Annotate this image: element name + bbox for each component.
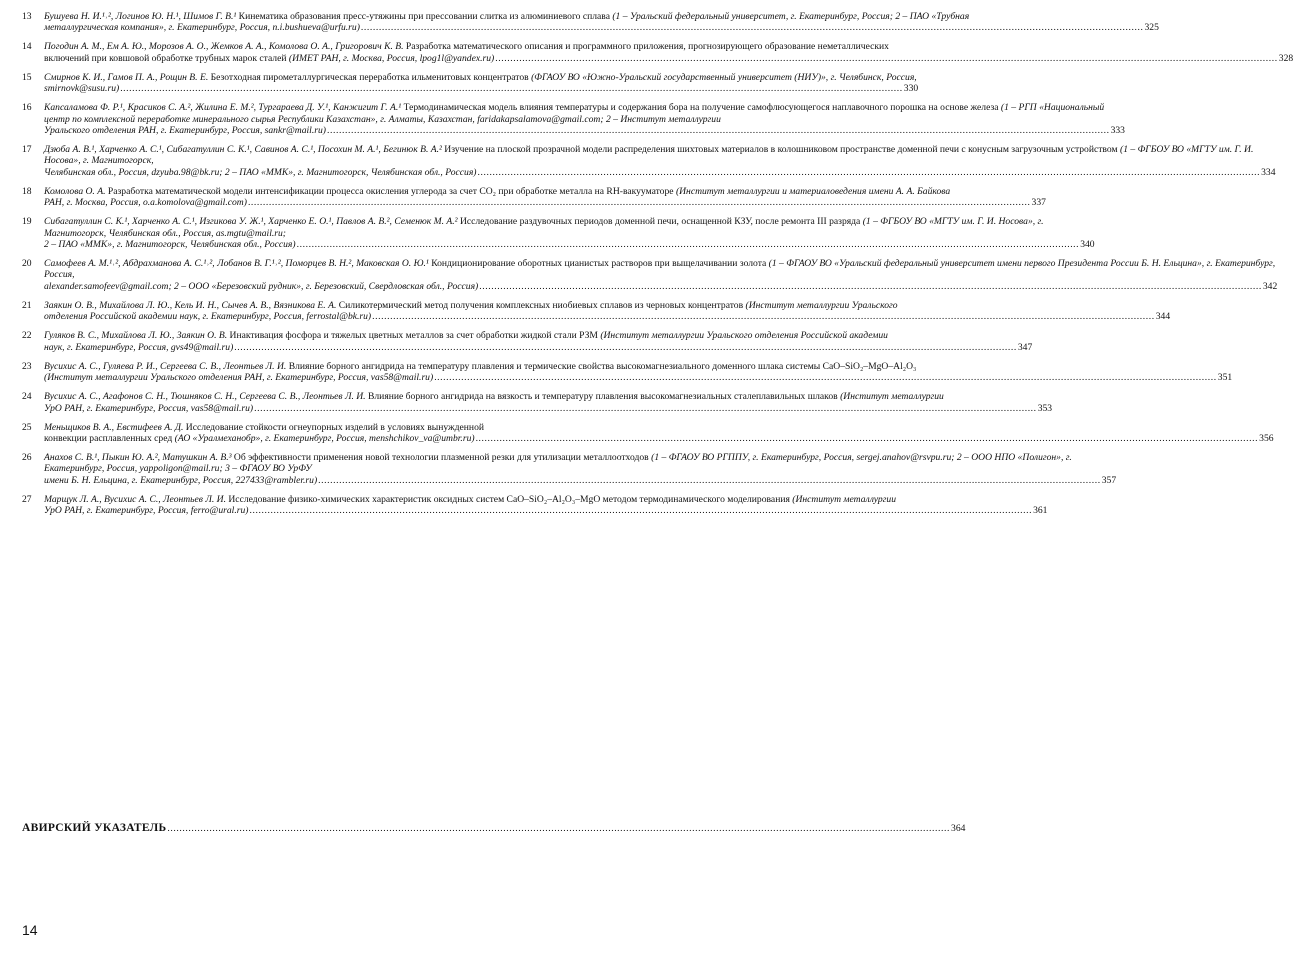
entry-last-line [44,433,1274,444]
entry-affiliation: (1 – ФГАОУ ВО РГППУ, г. Екатеринбург, Россия, sergej.anahov@rsvpu.ru; 2 – ООО НПО «Полигон», г. Екатеринбург, Россия, yappoligon@mail.ru; 3 – ФГАОУ ВО УрФУ [44,451,1072,475]
entry-text [44,11,1159,22]
entry-affiliation-tail: конвекции расплавленных сред (АО «Уралмеханобр», г. Екатеринбург, Россия, menshchikov_va@umbr.ru) [44,432,475,444]
toc-entry[interactable] [22,258,1278,292]
entry-page: 334 [1261,166,1276,178]
entry-affiliation-tail: Челябинская обл., Россия, dzyuba.98@bk.ru; 2 – ПАО «ММК», г. Магнитогорск, Челябинская обл., Россия) [44,166,477,178]
entry-authors: Комолова О. А. [44,185,106,197]
table-of-contents [22,11,1293,524]
dot-leader [478,167,1261,178]
entry-text [44,72,918,83]
toc-entry[interactable] [22,41,1293,64]
entry-page: 353 [1037,402,1053,414]
entry-body [44,452,1116,486]
entry-authors: Меньщиков В. А., Евстифеев А. Д. [44,421,184,433]
entry-title: Термодинамическая модель влияния температуры и содержания бора на получение самофлюсующегося наплавочного порошка на основе железа [401,102,1001,114]
entry-affiliation: (ФГАОУ ВО «Южно-Уральский государственный университет (НИУ)», г. Челябинск, Россия, [531,71,917,83]
entry-page: 356 [1259,432,1274,444]
entry-authors: Капсаламова Ф. Р.¹, Красиков С. А.², Жилина Е. М.², Тургараева Д. У.¹, Канжигит Г. А.¹ [44,102,402,114]
toc-entry[interactable] [22,144,1276,178]
entry-number: 26 [22,451,32,463]
entry-authors: Вусихис А. С., Агафонов С. Н., Тюшняков С. Н., Сергеева С. В., Леонтьев Л. И. [44,391,366,403]
entry-affiliation: (Институт металлургии и материаловедения имени А. А. Байкова [675,185,951,197]
dot-leader [372,311,1155,322]
entry-affiliation: (1 – Уральский федеральный университет, г. Екатеринбург, Россия; 2 – ПАО «Трубная [612,11,970,22]
dot-leader [327,125,1110,136]
entry-last-line [44,197,1046,208]
entry-number: 16 [22,102,32,114]
entry-text [44,452,1116,475]
toc-entry[interactable] [22,11,1159,34]
entry-affiliation-tail: имени Б. Н. Ельцина, г. Екатеринбург, Россия, 227433@rambler.ru) [44,474,318,486]
entry-affiliation-tail: отделения Российской академии наук, г. Екатеринбург, Россия, ferrostal@bk.ru) [44,311,372,323]
entry-affiliation-tail: наук, г. Екатеринбург, Россия, gvs49@mail.ru) [44,341,234,353]
entry-body [44,391,1052,414]
entry-page: 328 [1278,52,1293,64]
dot-leader [254,403,1037,414]
entry-affiliation-tail: alexander.samofeev@gmail.com; 2 – ООО «Березовский рудник», г. Березовский, Свердловская обл., Россия) [44,280,479,292]
entry-body [44,144,1275,178]
entry-page: 357 [1101,474,1117,486]
entry-number: 24 [22,391,32,403]
entry-affiliation: (1 – ФГБОУ ВО «МГТУ им. Г. И. Носова», г. Магнитогорск, [44,144,1254,167]
entry-affiliation: (Институт металлургии Уральского отделения Российской академии [600,330,888,342]
entry-affiliation: (1 – ФГБОУ ВО «МГТУ им. Г. И. Носова», г. Магнитогорск, Челябинская обл., Россия, as.mgtu@mail.ru; [44,216,1044,239]
entry-number: 21 [22,299,32,311]
entry-title: Влияние борного ангидрида на температуру плавления и термические свойства высокомагнезиального доменного шлака системы CaO–SiO₂–MgO–Al₂O₃ [286,360,917,372]
toc-entry[interactable] [22,421,1274,445]
entry-body [44,102,1125,136]
entry-authors: Дзюба А. В.¹, Харченко А. С.¹, Сибагатуллин С. К.¹, Савинов А. С.¹, Посохин М. А.¹, Бегинюк В. А.² [44,144,442,156]
entry-body [44,258,1277,292]
toc-entry[interactable] [22,102,1125,137]
entry-last-line [44,281,1277,292]
dot-leader [234,342,1017,353]
entry-affiliation: (Институт металлургии Уральского [745,299,898,311]
entry-text [44,330,1032,341]
entry-title: Кондиционирование оборотных цианистых растворов при выщелачивании золота [428,258,769,270]
entry-title: Исследование физико-химических характеристик оксидных систем CaO–SiO₂–Al₂O₃–MgO методом термодинамического моделирования [225,493,793,505]
entry-body [44,422,1274,445]
entry-affiliation-tail: включений при ковшовой обработке трубных марок сталей (ИМЕТ РАН, г. Москва, Россия, lpog1l@yandex.ru) [44,52,495,64]
entry-body [44,72,918,95]
entry-affiliation-tail: металлургическая компания», г. Екатеринбург, Россия, n.i.bushueva@urfu.ru) [44,22,360,34]
entry-number: 25 [22,421,32,433]
page-number: 14 [22,922,38,938]
entry-body [44,330,1032,353]
entry-page: 330 [903,83,919,95]
entry-page: 337 [1031,197,1046,209]
entry-authors: Погодин А. М., Ем А. Ю., Морозов А. О., Жемков А. А., Комолова О. А., Григорович К. В. [44,41,404,53]
entry-text [44,391,1052,402]
entry-authors: Самофеев А. М.¹˒², Абдрахманова А. С.¹˒², Лобанов В. Г.¹˒², Поморцев В. Н.², Маковская О. Ю.¹ [44,258,429,270]
entry-page: 325 [1144,22,1159,34]
toc-entry[interactable] [22,216,1095,251]
entry-text [44,216,1095,239]
dot-leader [361,22,1144,33]
entry-text [44,186,1046,197]
entry-number: 14 [22,41,32,53]
entry-title: Изучение на плоской прозрачной модели распределения шихтовых материалов в колошниковом пространстве доменной печи с конусным загрузочным устройством [441,144,1120,156]
entry-body [44,361,1232,384]
entry-text [44,144,1275,167]
toc-entry[interactable] [22,330,1033,353]
entry-number: 18 [22,185,32,197]
dot-leader [297,239,1080,250]
entry-text [44,494,1047,505]
entry-page: 344 [1155,311,1171,323]
dot-leader [120,83,903,94]
entry-last-line [44,342,1032,353]
entry-title: Безотходная пирометаллургическая переработка ильменитовых концентратов [208,71,532,83]
toc-entry[interactable] [22,185,1046,209]
toc-entry[interactable] [22,299,1171,323]
entry-authors: Заякин О. В., Михайлова Л. Ю., Кель И. Н., Сычев А. В., Вязникова Е. А. [44,299,337,311]
entry-last-line [44,403,1052,414]
entry-number: 17 [22,144,32,156]
entry-page: 361 [1033,505,1048,517]
entry-number: 15 [22,71,32,83]
entry-authors: Бушуева Н. И.¹˒², Логинов Ю. Н.¹, Шимов Г. В.¹ [44,11,237,22]
entry-body [44,300,1170,323]
entry-affiliation: (Институт металлургии [840,391,944,403]
entry-page: 333 [1110,125,1125,137]
dot-leader [434,372,1217,383]
entry-authors: Марщук Л. А., Вусихис А. С., Леонтьев Л. И. [44,493,226,505]
toc-entry[interactable] [22,71,919,95]
entry-title: Разработка математического описания и программного приложения, прогнозирующего образование неметаллических [403,41,889,53]
entry-body [44,11,1159,34]
entry-affiliation: (1 – РГП «Национальный центр по комплексной переработке минерального сырья Республики Казахстан», г. Алматы, Казахстан, faridakapsalamova@gmail.com; 2 – Институт металлургии [44,102,1105,125]
dot-leader [495,53,1278,64]
entry-number: 27 [22,493,32,505]
entry-number: 13 [22,11,32,22]
entry-page: 347 [1017,341,1033,353]
entry-affiliation-tail: Уральского отделения РАН, г. Екатеринбург, Россия, sankr@mail.ru) [44,125,326,137]
entry-body [44,494,1047,517]
entry-authors: Гуляков В. С., Михайлова Л. Ю., Заякин О. В. [44,330,228,342]
toc-entry[interactable] [22,451,1117,486]
entry-last-line [44,125,1125,136]
entry-affiliation-tail: УрО РАН, г. Екатеринбург, Россия, ferro@ural.ru) [44,505,249,517]
dot-leader [249,505,1032,516]
dot-leader [479,281,1262,292]
entry-body [44,216,1095,250]
entry-affiliation: (1 – ФГАОУ ВО «Уральский федеральный университет имени первого Президента России Б. Н. Ельцина», г. Екатеринбург, Россия, [44,258,1276,281]
entry-page: 351 [1217,372,1233,384]
author-index-page: 364 [951,823,966,834]
entry-title: Влияние борного ангидрида на вязкость и температуру плавления высокомагнезиальных сталеплавильных шлаков [365,391,841,403]
dot-leader [167,823,950,834]
entry-last-line [44,53,1293,64]
entry-last-line [44,239,1095,250]
entry-body [44,186,1046,209]
dot-leader [318,475,1101,486]
entry-last-line [44,372,1232,383]
entry-text [44,300,1170,311]
entry-affiliation-tail: 2 – ПАО «ММК», г. Магнитогорск, Челябинская обл., Россия) [44,239,296,251]
entry-title: Инактивация фосфора и тяжелых цветных металлов за счет обработки жидкой стали РЗМ [227,330,601,342]
entry-affiliation-tail: РАН, г. Москва, Россия, o.a.komolova@gmail.com) [44,197,247,209]
toc-entry[interactable] [22,391,1053,414]
entry-text [44,102,1125,125]
entry-authors: Смирнов К. И., Гамов П. А., Рощин В. Е. [44,71,209,83]
toc-entry[interactable] [22,360,1233,384]
entry-authors: Сибагатуллин С. К.¹, Харченко А. С.¹, Изгикова У. Ж.¹, Харченко Е. О.¹, Павлов А. В.², Семенюк М. А.² [44,216,458,228]
entry-authors: Вусихис А. С., Гуляева Р. И., Сергеева С. В., Леонтьев Л. И. [44,360,287,372]
entry-affiliation-tail: УрО РАН, г. Екатеринбург, Россия, vas58@mail.ru) [44,402,254,414]
entry-title: Исследование раздувочных периодов доменной печи, оснащенной КЗУ, после ремонта III разряда [457,216,863,228]
entry-last-line [44,505,1047,516]
entry-last-line [44,22,1159,33]
entry-text [44,422,1274,433]
entry-page: 342 [1262,280,1278,292]
entry-title: Силикотермический метод получения комплексных ниобиевых сплавов из черновых концентратов [336,299,746,311]
entry-affiliation-tail: (Институт металлургии Уральского отделения РАН, г. Екатеринбург, Россия, vas58@mail.ru) [44,372,434,384]
dot-leader [476,433,1259,444]
entry-text [44,41,1293,52]
entry-number: 19 [22,216,32,228]
entry-title: Исследование стойкости огнеупорных изделий в условиях вынужденной [183,421,484,433]
entry-title: Кинематика образования пресс-утяжины при прессовании слитка из алюминиевого сплава [236,11,613,22]
entry-text [44,361,1232,372]
author-index-entry[interactable] [22,822,966,834]
entry-number: 20 [22,258,32,270]
entry-title: Об эффективности применения новой технологии плазменной резки для утилизации металлоотходов [231,451,652,463]
dot-leader [248,197,1031,208]
entry-body [44,41,1293,64]
entry-last-line [44,311,1170,322]
entry-number: 23 [22,360,32,372]
entry-affiliation: (Институт металлургии [792,493,897,505]
entry-number: 22 [22,330,32,342]
entry-authors: Анахов С. В.¹, Пыкин Ю. А.², Матушкин А. В.³ [44,451,232,463]
entry-last-line [44,83,918,94]
entry-last-line [44,167,1275,178]
toc-entry[interactable] [22,493,1048,517]
entry-title: Разработка математической модели интенсификации процесса окисления углерода за счет CO₂ при обработке металла на RH-вакууматоре [105,185,676,197]
author-index-title: АВИРСКИЙ УКАЗАТЕЛЬ [22,822,167,834]
entry-last-line [44,475,1116,486]
entry-affiliation-tail: smirnovk@susu.ru) [44,83,120,95]
entry-page: 340 [1080,239,1095,251]
entry-text [44,258,1277,281]
